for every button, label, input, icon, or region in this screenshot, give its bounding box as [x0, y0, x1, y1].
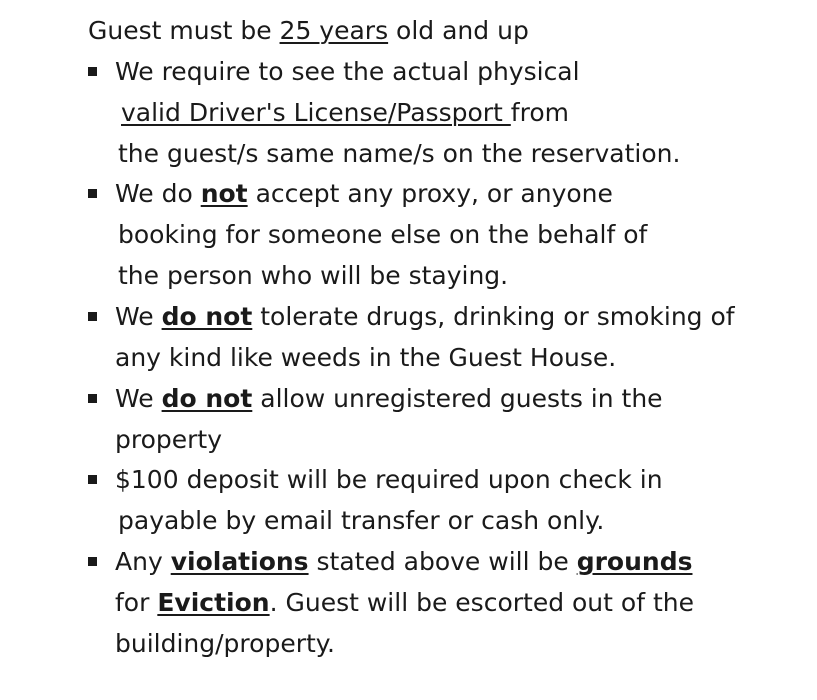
- rule-6-line-1: Any violations stated above will be grounds: [115, 547, 693, 576]
- bullet-icon: [88, 475, 97, 484]
- rule-3-line-1: We do not tolerate drugs, drinking or smoking of: [115, 302, 735, 331]
- id-requirement: valid Driver's License/Passport: [121, 98, 511, 127]
- bullet-icon: [88, 67, 97, 76]
- rule-2-line-3: the person who will be staying.: [118, 261, 509, 290]
- bullet-icon: [88, 189, 97, 198]
- bullet-icon: [88, 394, 97, 403]
- bullet-icon: [88, 557, 97, 566]
- rule-5-line-1: $100 deposit will be required upon check in: [115, 465, 663, 494]
- emphasis-do-not: do not: [161, 302, 253, 331]
- rule-1-line-2: valid Driver's License/Passport from: [121, 98, 569, 127]
- rule-1-line-3: the guest/s same name/s on the reservation.: [118, 139, 681, 168]
- emphasis-do-not: do not: [161, 384, 253, 413]
- age-requirement: [88, 16, 529, 46]
- emphasis-grounds: grounds: [576, 547, 693, 576]
- rule-1-line-1: We require to see the actual physical: [115, 57, 580, 86]
- age-requirement-pre: Guest must be: [88, 16, 280, 45]
- emphasis-violations: violations: [170, 547, 309, 576]
- emphasis-eviction: Eviction: [157, 588, 270, 617]
- emphasis-not: not: [200, 179, 248, 208]
- rule-4-line-1: We do not allow unregistered guests in the: [115, 384, 663, 413]
- rule-6-line-3: building/property.: [115, 629, 335, 658]
- bullet-icon: [88, 312, 97, 321]
- age-value: 25 years: [279, 16, 389, 45]
- rule-6-line-2: for Eviction. Guest will be escorted out of the: [115, 588, 694, 617]
- rule-4-line-2: property: [115, 425, 223, 454]
- age-requirement-post: old and up: [388, 16, 529, 45]
- rule-5-line-2: payable by email transfer or cash only.: [118, 506, 605, 535]
- rule-2-line-2: booking for someone else on the behalf of: [118, 220, 648, 249]
- rule-3-line-2: any kind like weeds in the Guest House.: [115, 343, 617, 372]
- rule-2-line-1: We do not accept any proxy, or anyone: [115, 179, 613, 208]
